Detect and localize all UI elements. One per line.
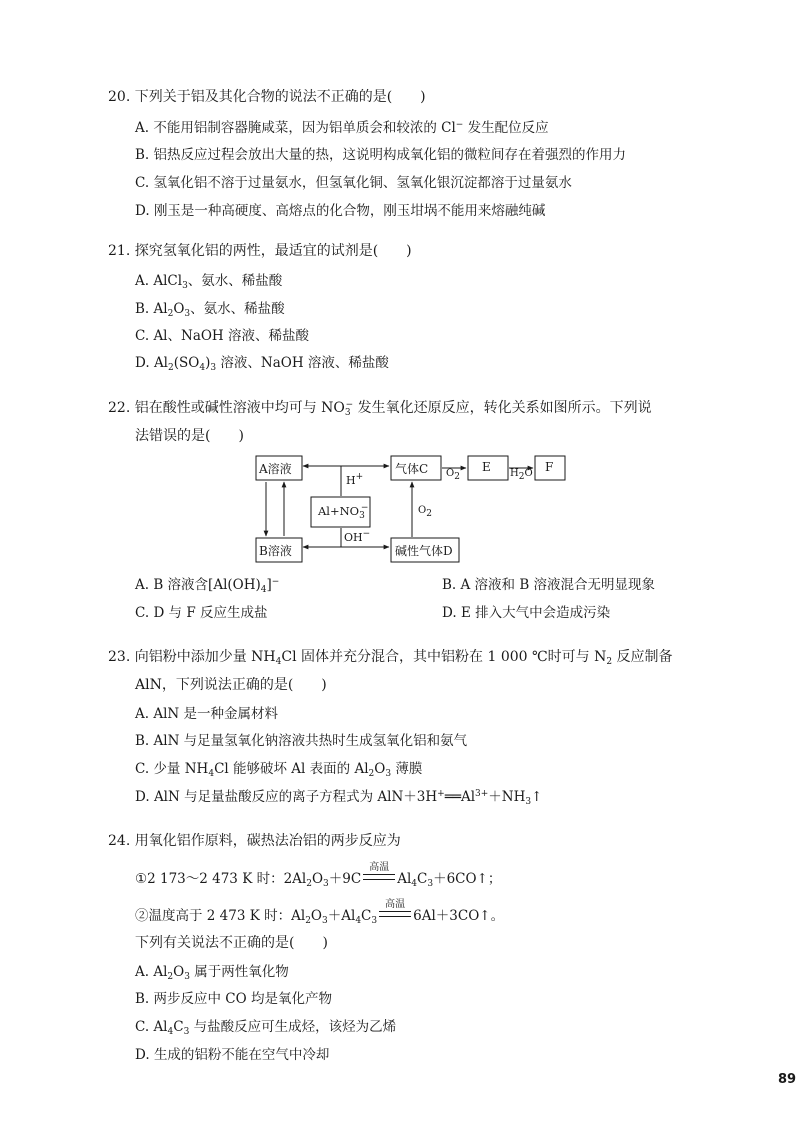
- question-number: 22.: [108, 400, 131, 416]
- question-text: 用氧化铝作原料，碳热法冶铝的两步反应为: [134, 833, 401, 849]
- box-gas-c-label: 气体C: [395, 462, 429, 476]
- label-h2o: $H_2O$: [510, 468, 533, 482]
- q21-option-d: D. $Al_2(SO_4)_3$ 溶液、NaOH 溶液、稀盐酸: [135, 355, 389, 373]
- question-number: 20.: [108, 89, 131, 105]
- q24-option-d: D. 生成的铝粉不能在空气中冷却: [135, 1047, 330, 1063]
- q24-reaction-1: ①2 173～2 473 K 时：$2Al_2O_3+9C$ 高温 $Al_4C_3+6CO↑$；: [135, 862, 502, 889]
- question-22-stem-line2: 法错误的是( ): [135, 428, 244, 444]
- question-23-stem: 23. 向铝粉中添加少量 $NH_4Cl$ 固体并充分混合，其中铝粉在 1 000 ℃时可与 $N_2$ 反应制备: [108, 649, 673, 667]
- q22-option-d: D. E 排入大气中会造成污染: [442, 605, 611, 621]
- box-al-no3-label: $Al+NO_3^-$: [318, 503, 369, 521]
- q24-option-c: C. $Al_4C_3$ 与盐酸反应可生成烃，该烃为乙烯: [135, 1019, 397, 1037]
- label-o2-second: $O_2$: [418, 505, 432, 519]
- q24-option-a: A. $Al_2O_3$ 属于两性氧化物: [135, 964, 289, 982]
- question-text: 下列关于铝及其化合物的说法不正确的是( ): [134, 89, 426, 105]
- box-e-label: E: [482, 460, 491, 474]
- q20-option-a: A. 不能用铝制容器腌咸菜，因为铝单质会和较浓的 Cl− 发生配位反应: [135, 120, 549, 136]
- question-24-stem: [108, 830, 401, 850]
- q24-reaction-2: ②温度高于 2 473 K 时：$Al_2O_3+Al_4C_3$ 高温 6Al＋3CO↑。: [135, 899, 505, 926]
- q23-option-a: A. AlN 是一种金属材料: [135, 706, 279, 722]
- question-22-stem: 22. 铝在酸性或碱性溶液中均可与 $NO_3^-$ 发生氧化还原反应，转化关系如图所示。下列说: [108, 400, 652, 418]
- q21-option-a: A. AlCl$_3$、氨水、稀盐酸: [135, 273, 283, 291]
- q21-option-b: B. $Al_2O_3$、氨水、稀盐酸: [135, 301, 285, 319]
- q20-option-c: C. 氢氧化铝不溶于过量氨水，但氢氧化铜、氢氧化银沉淀都溶于过量氨水: [135, 175, 572, 191]
- q23-option-c: C. 少量 $NH_4Cl$ 能够破坏 Al 表面的 $Al_2O_3$ 薄膜: [135, 761, 423, 779]
- question-text: 探究氢氧化铝的两性，最适宜的试剂是( ): [134, 243, 412, 259]
- label-o2-first: $O_2$: [446, 468, 460, 482]
- q24-option-b: B. 两步反应中 CO 均是氧化产物: [135, 991, 332, 1007]
- box-b-label: B溶液: [259, 544, 292, 558]
- box-a-label: A溶液: [259, 462, 292, 476]
- question-21-stem: [108, 240, 412, 260]
- box-f-label: F: [545, 460, 554, 474]
- box-gas-d-label: 碱性气体D: [395, 544, 453, 558]
- label-oh-minus: OH−: [344, 529, 371, 544]
- reaction-arrow: 高温: [363, 871, 395, 887]
- page-number: 89: [778, 1072, 797, 1087]
- question-24-stem-line2: 下列有关说法不正确的是( ): [135, 935, 328, 951]
- question-number: 24.: [108, 833, 131, 849]
- q23-option-b: B. AlN 与足量氢氧化钠溶液共热时生成氢氧化铝和氨气: [135, 733, 468, 749]
- q21-option-c: C. Al、NaOH 溶液、稀盐酸: [135, 328, 309, 344]
- question-23-stem-line2: AlN，下列说法正确的是( ): [135, 677, 327, 693]
- reaction-arrow: 高温: [379, 908, 411, 924]
- label-h-plus: H+: [346, 472, 364, 487]
- q20-option-d: D. 刚玉是一种高硬度、高熔点的化合物，刚玉坩埚不能用来熔融纯碱: [135, 203, 546, 219]
- question-text: 向铝粉中添加少量 NH: [134, 649, 276, 665]
- q23-option-d: D. AlN 与足量盐酸反应的离子方程式为 $AlN+3H^+══Al^{3+}+NH_3↑$: [135, 789, 543, 807]
- q20-option-b: B. 铝热反应过程会放出大量的热，这说明构成氧化铝的微粒间存在着强烈的作用力: [135, 147, 627, 163]
- question-text: 铝在酸性或碱性溶液中均可与 NO: [134, 400, 345, 416]
- question-20-stem: [108, 86, 426, 106]
- question-number: 23.: [108, 649, 131, 665]
- question-number: 21.: [108, 243, 131, 259]
- q22-option-a: A. B 溶液含$[Al(OH)_4]^-$: [135, 577, 280, 595]
- q22-option-b: B. A 溶液和 B 溶液混合无明显现象: [442, 577, 656, 593]
- q22-option-c: C. D 与 F 反应生成盐: [135, 605, 268, 621]
